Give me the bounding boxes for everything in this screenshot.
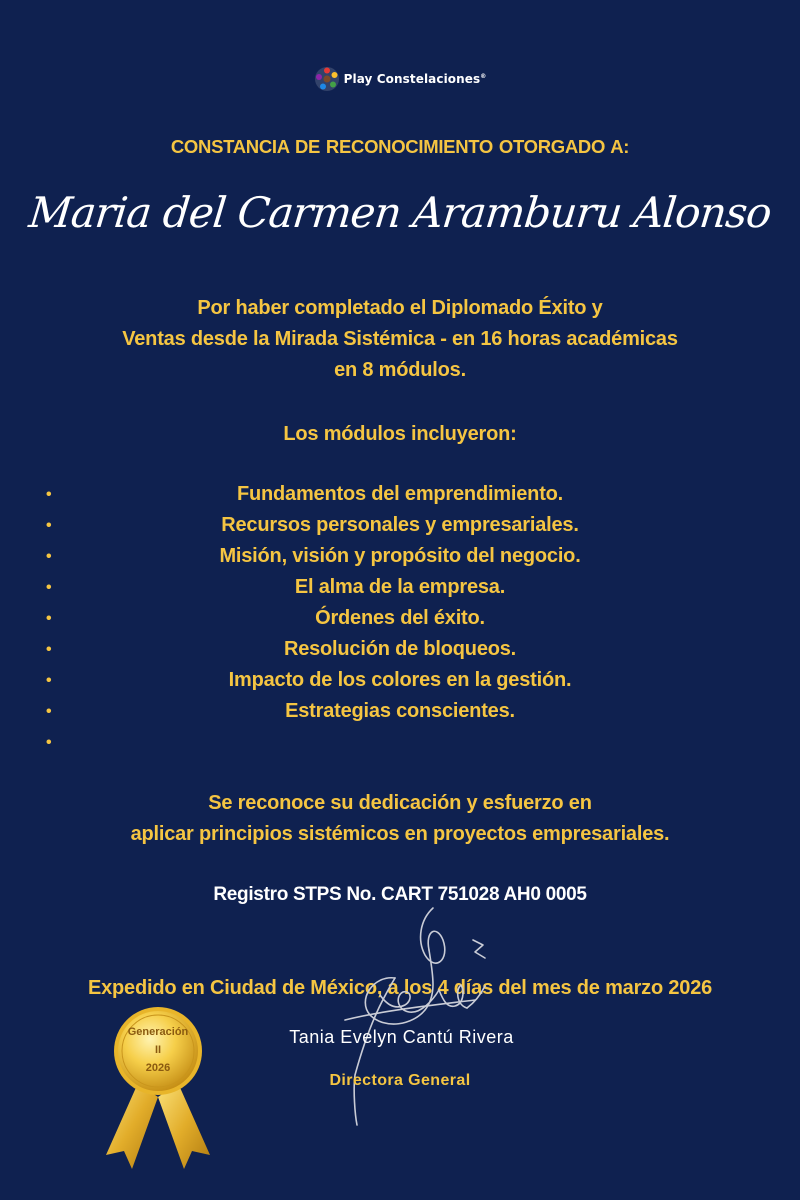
bullet: • [46, 486, 52, 503]
bullet: • [46, 517, 52, 534]
recipient-name: Maria del Carmen Aramburu Alonso [26, 188, 774, 237]
badge-line-2: II [154, 1044, 162, 1056]
signer-title: Directora General [329, 1072, 471, 1089]
signer-name: Tania Evelyn Cantú Rivera [289, 1027, 514, 1047]
recognition-line-2: aplicar principios sistémicos en proyectos empresariales. [130, 823, 670, 845]
generation-badge [96, 1005, 220, 1175]
bullet: • [46, 672, 52, 689]
bullet: • [46, 641, 52, 658]
module-text: Estrategias conscientes. [285, 700, 515, 722]
handwritten-signature [325, 900, 525, 1130]
logo-text [344, 72, 487, 86]
intro-text [0, 293, 800, 386]
logo-name: Play Constelaciones [343, 72, 481, 86]
bullet: • [46, 548, 52, 565]
badge-line-3: 2026 [145, 1062, 171, 1074]
module-item [0, 634, 800, 665]
module-item [0, 541, 800, 572]
modules-heading: Los módulos incluyeron: [283, 423, 517, 445]
expedition-text: Expedido en Ciudad de México, a los 4 días del mes de marzo 2026 [87, 977, 713, 999]
bullet: • [46, 610, 52, 627]
module-text: Resolución de bloqueos. [283, 638, 517, 660]
module-item [0, 510, 800, 541]
badge-line-1: Generación [127, 1026, 189, 1038]
logo [0, 66, 800, 92]
module-item [0, 696, 800, 727]
module-text: Misión, visión y propósito del negocio. [219, 545, 581, 567]
module-text: Órdenes del éxito. [315, 607, 485, 629]
bullet: • [46, 703, 52, 720]
registered-mark: ® [480, 73, 487, 80]
module-text: Impacto de los colores en la gestión. [228, 669, 572, 691]
intro-line-1: Por haber completado el Diplomado Éxito y [197, 297, 603, 319]
module-item-empty [0, 727, 800, 758]
bullet: • [46, 734, 52, 751]
bullet: • [46, 579, 52, 596]
module-item [0, 479, 800, 510]
module-item [0, 603, 800, 634]
modules-list [0, 479, 800, 758]
intro-line-3: en 8 módulos. [334, 359, 466, 381]
module-text: Recursos personales y empresariales. [221, 514, 579, 536]
intro-line-2: Ventas desde la Mirada Sistémica - en 16 horas académicas [122, 328, 678, 350]
certificate-heading: CONSTANCIA DE RECONOCIMIENTO OTORGADO A: [170, 136, 630, 157]
recognition-line-1: Se reconoce su dedicación y esfuerzo en [208, 792, 592, 814]
module-item [0, 665, 800, 696]
constellation-people-icon [314, 66, 340, 92]
registry-number: Registro STPS No. CART 751028 AH0 0005 [213, 884, 587, 905]
module-item [0, 572, 800, 603]
module-text: El alma de la empresa. [294, 576, 506, 598]
module-text: Fundamentos del emprendimiento. [236, 483, 564, 505]
recognition-text [0, 788, 800, 850]
